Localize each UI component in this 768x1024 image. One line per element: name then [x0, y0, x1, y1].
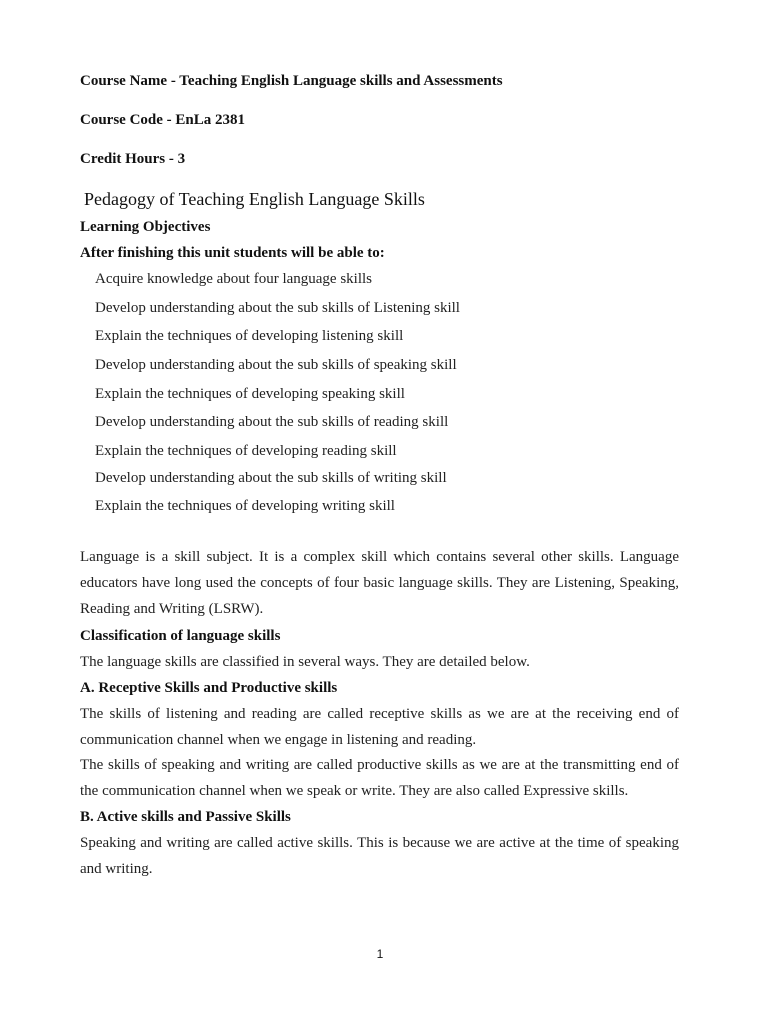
objective-item: Develop understanding about the sub skills of writing skill: [95, 470, 447, 486]
classification-text: The language skills are classified in several ways. They are detailed below.: [80, 654, 530, 670]
objective-item: Explain the techniques of developing reading skill: [95, 443, 397, 459]
section-b-paragraph: Speaking and writing are called active skills. This is because we are active at the time of speaking and writing.: [80, 835, 679, 877]
classification-heading: Classification of language skills: [80, 628, 281, 644]
objective-item: Develop understanding about the sub skills of speaking skill: [95, 357, 457, 373]
objective-item: Explain the techniques of developing listening skill: [95, 328, 404, 344]
unit-title: Pedagogy of Teaching English Language Skills: [84, 189, 425, 209]
document-page: [80, 0, 679, 1024]
objectives-heading: Learning Objectives: [80, 219, 211, 235]
objective-item: Acquire knowledge about four language skills: [95, 271, 373, 287]
course-code: Course Code - EnLa 2381: [80, 112, 246, 128]
section-a-paragraph: The skills of listening and reading are called receptive skills as we are at the receiving end of communication channel when we engage in listening and reading.: [80, 706, 679, 748]
objective-item: Develop understanding about the sub skills of reading skill: [95, 414, 449, 430]
objective-item: Explain the techniques of developing speaking skill: [95, 386, 405, 402]
objective-item: Develop understanding about the sub skills of Listening skill: [95, 300, 460, 316]
section-a-heading: A. Receptive Skills and Productive skills: [80, 680, 338, 696]
intro-paragraph: Language is a skill subject. It is a complex skill which contains several other skills. Language educators have long used the concepts of four basic language skills. They are Listening, Speaking, Reading and Writing (LSRW).: [80, 549, 679, 617]
course-name: Course Name - Teaching English Language skills and Assessments: [80, 73, 503, 89]
section-a-paragraph: The skills of speaking and writing are called productive skills as we are at the transmitting end of the communication channel when we speak or write. They are also called Expressive skills.: [80, 757, 679, 799]
section-b-heading: B. Active skills and Passive Skills: [80, 809, 291, 825]
objectives-intro: After finishing this unit students will be able to:: [80, 245, 385, 261]
credit-hours: Credit Hours - 3: [80, 151, 186, 167]
objective-item: Explain the techniques of developing writing skill: [95, 498, 395, 514]
page-number: 1: [376, 947, 384, 961]
